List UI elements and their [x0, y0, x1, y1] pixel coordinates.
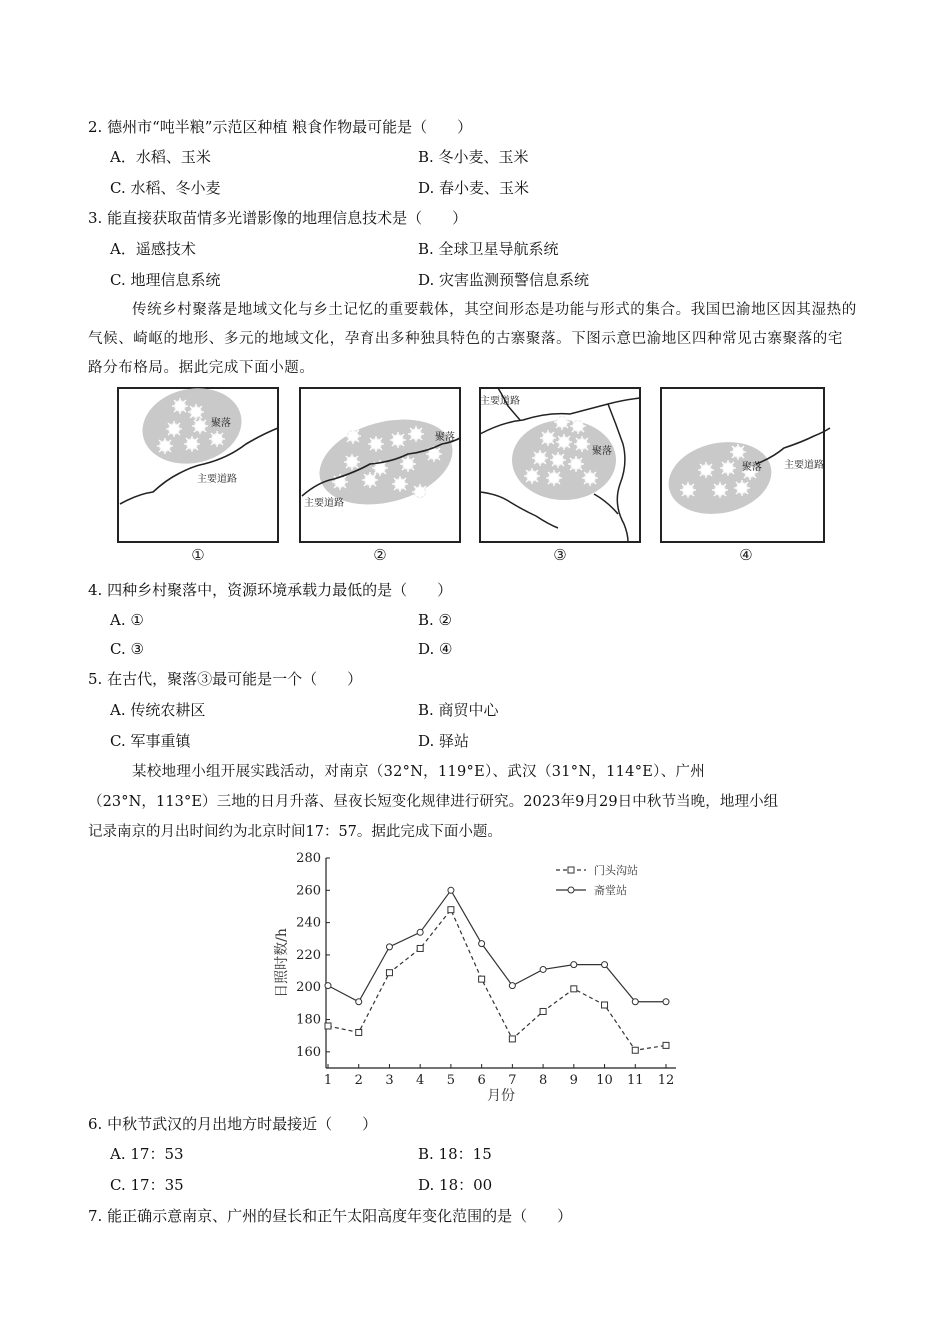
q5-option-d: D. 驿站 [418, 732, 470, 750]
q4-option-c: C. ③ [110, 640, 144, 658]
q6-option-d: D. 18：00 [418, 1176, 493, 1194]
q5-option-b: B. 商贸中心 [418, 701, 499, 719]
data-point-circle [540, 966, 546, 972]
data-point-circle [417, 929, 423, 935]
road-label: 主要道路 [784, 460, 824, 471]
q3-option-d: D. 灾害监测预警信息系统 [418, 271, 590, 289]
x-tick-label: 12 [657, 1073, 675, 1088]
data-point-square [602, 1002, 608, 1008]
map-panel-4 [661, 388, 830, 542]
data-point-square [417, 945, 423, 951]
x-tick-label: 5 [446, 1073, 456, 1088]
settlement-label: 聚落 [435, 432, 455, 443]
road-label: 主要道路 [197, 474, 237, 485]
q3-option-c: C. 地理信息系统 [110, 271, 221, 289]
map-panel-3 [480, 388, 640, 542]
settlement-layout-figure [108, 384, 842, 568]
data-point-square [540, 1008, 546, 1014]
x-tick-label: 1 [323, 1073, 333, 1088]
q5-stem: 5. 在古代，聚落③最可能是一个（ ） [88, 670, 363, 688]
passage-moonrise-line1: 某校地理小组开展实践活动，对南京（32°N，119°E）、武汉（31°N，114°E）、广州 [132, 764, 706, 780]
y-tick-label: 180 [296, 1012, 321, 1028]
settlement-label: 聚落 [592, 446, 612, 457]
x-tick-label: 4 [416, 1073, 425, 1088]
panel-label-3: ③ [553, 546, 567, 564]
q5-option-c: C. 军事重镇 [110, 732, 191, 750]
map-panel-1 [118, 384, 278, 542]
q3-option-a: A．遥感技术 [110, 240, 196, 258]
chart-series [325, 887, 669, 1053]
passage-moonrise-line3: 记录南京的月出时间约为北京时间17：57。据此完成下面小题。 [88, 824, 502, 840]
settlement-label: 聚落 [211, 418, 231, 429]
data-point-square [479, 976, 485, 982]
q2-stem: 2. 德州市“吨半粮”示范区种植 粮食作物最可能是（ ） [88, 118, 473, 136]
x-axis-label: 月份 [487, 1088, 515, 1104]
q6-option-c: C. 17：35 [110, 1176, 184, 1194]
x-tick-label: 3 [385, 1073, 394, 1088]
q3-option-b: B. 全球卫星导航系统 [418, 240, 559, 258]
y-tick-label: 200 [296, 980, 321, 996]
road-label: 主要道路 [304, 498, 344, 509]
series-line-1 [328, 910, 666, 1051]
series-line-2 [328, 890, 666, 1001]
y-tick-label: 280 [296, 851, 321, 866]
sunshine-hours-chart [266, 848, 696, 1104]
legend-marker [568, 887, 574, 893]
chart-legend [556, 863, 638, 897]
q7-stem: 7. 能正确示意南京、广州的昼长和正午太阳高度年变化范围的是（ ） [88, 1207, 573, 1225]
x-tick-label: 6 [477, 1073, 486, 1088]
x-tick-label: 8 [538, 1073, 548, 1088]
data-point-square [325, 1023, 331, 1029]
passage-moonrise-line2: （23°N，113°E）三地的日月升落、昼夜长短变化规律进行研究。2023年9月29日中秋节当晚，地理小组 [88, 794, 779, 810]
data-point-circle [325, 983, 331, 989]
q2-option-a: A．水稻、玉米 [110, 148, 211, 166]
q6-stem: 6. 中秋节武汉的月出地方时最接近（ ） [88, 1115, 378, 1133]
q5-option-a: A. 传统农耕区 [110, 701, 206, 719]
q4-stem: 4. 四种乡村聚落中，资源环境承载力最低的是（ ） [88, 581, 453, 599]
settlement-label: 聚落 [742, 462, 762, 473]
data-point-square [356, 1029, 362, 1035]
data-point-circle [479, 941, 485, 947]
q4-option-a: A. ① [110, 611, 144, 629]
y-tick-label: 220 [296, 947, 321, 963]
legend-marker [568, 867, 574, 873]
data-point-circle [448, 887, 454, 893]
passage-settlement: 传统乡村聚落是地域文化与乡土记忆的重要载体，其空间形态是功能与形式的集合。我国巴渝地区因其湿热的气候、崎岖的地形、多元的地域文化，孕育出多种独具特色的古寨聚落。下图示意巴渝地区四种常见古寨聚落的宅路分布格局。据此完成下面小题。 [88, 302, 857, 376]
data-point-square [509, 1036, 515, 1042]
x-tick-label: 9 [569, 1073, 578, 1088]
y-axis-label: 日照时数/h [274, 928, 290, 998]
x-tick-label: 2 [354, 1073, 363, 1088]
q2-option-b: B. 冬小麦、玉米 [418, 148, 529, 166]
data-point-circle [663, 999, 669, 1005]
panel-label-4: ④ [739, 546, 753, 564]
q4-option-d: D. ④ [418, 640, 453, 658]
legend-label: 斋堂站 [594, 884, 627, 897]
y-tick-label: 160 [296, 1044, 321, 1060]
data-point-circle [602, 962, 608, 968]
data-point-square [448, 907, 454, 913]
road-label: 主要道路 [480, 396, 520, 407]
q6-option-b: B. 18：15 [418, 1145, 492, 1163]
legend-label: 门头沟站 [594, 864, 638, 877]
data-point-circle [571, 962, 577, 968]
y-tick-label: 240 [296, 915, 321, 931]
data-point-circle [509, 983, 515, 989]
data-point-square [386, 970, 392, 976]
data-point-circle [386, 944, 392, 950]
x-tick-label: 10 [596, 1073, 613, 1088]
data-point-circle [632, 999, 638, 1005]
q2-option-d: D. 春小麦、玉米 [418, 179, 530, 197]
data-point-circle [356, 999, 362, 1005]
panel-label-1: ① [191, 546, 205, 564]
q2-option-c: C. 水稻、冬小麦 [110, 179, 221, 197]
q3-stem: 3. 能直接获取苗情多光谱影像的地理信息技术是（ ） [88, 209, 468, 227]
x-tick-label: 7 [508, 1073, 517, 1088]
y-tick-label: 260 [296, 883, 321, 899]
data-point-square [663, 1042, 669, 1048]
q6-option-a: A. 17：53 [110, 1145, 184, 1163]
data-point-square [632, 1047, 638, 1053]
q4-option-b: B. ② [418, 611, 453, 629]
map-panel-2 [300, 388, 462, 542]
data-point-square [571, 986, 577, 992]
panel-label-2: ② [373, 546, 387, 564]
x-tick-label: 11 [626, 1073, 644, 1088]
